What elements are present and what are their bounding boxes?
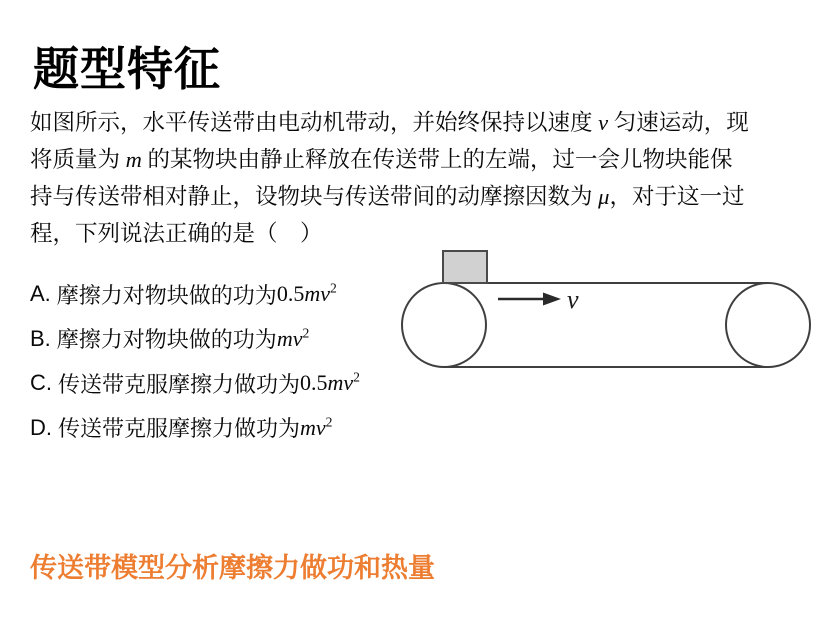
formula-sup: 2 xyxy=(329,280,337,296)
problem-text: 的某物块由静止释放在传送带上的左端，过一会儿物块能保 xyxy=(141,147,733,172)
option-a-formula xyxy=(277,281,337,307)
problem-line-2 xyxy=(30,141,814,178)
math-var-m: m xyxy=(125,147,142,172)
formula-vars: mv xyxy=(276,325,303,351)
problem-text: 如图所示，水平传送带由电动机带动，并始终保持以速度 xyxy=(30,110,599,135)
formula-vars: mv xyxy=(304,281,330,307)
conveyor-belt-diagram xyxy=(395,240,839,390)
option-d-label: D. xyxy=(30,414,52,440)
velocity-arrowhead-icon xyxy=(543,293,561,306)
option-b xyxy=(30,317,360,362)
formula-vars: mv xyxy=(300,414,326,440)
problem-text: 匀速运动，现 xyxy=(608,110,749,135)
option-d-formula xyxy=(300,415,332,441)
option-b-text: 摩擦力对物块做的功为 xyxy=(56,327,277,353)
option-d-text: 传送带克服摩擦力做功为 xyxy=(58,416,301,442)
problem-statement xyxy=(30,104,814,252)
option-c-text: 传送带克服摩擦力做功为 xyxy=(58,371,301,397)
option-c-label: C. xyxy=(30,370,52,396)
problem-text: ，对于这一过 xyxy=(609,184,745,209)
option-a xyxy=(30,272,360,317)
problem-text: 程，下列说法正确的是（ ） xyxy=(30,221,323,246)
option-c xyxy=(30,361,360,406)
formula-coef: 0.5 xyxy=(300,370,328,396)
math-var-mu: μ xyxy=(598,184,610,209)
option-b-formula xyxy=(277,326,309,352)
formula-sup: 2 xyxy=(325,414,333,430)
velocity-label: v xyxy=(567,285,579,314)
block-on-belt xyxy=(443,251,487,283)
math-var-v: v xyxy=(598,110,609,135)
formula-vars: mv xyxy=(327,370,354,396)
problem-text: 持与传送带相对静止，设物块与传送带间的动摩擦因数为 xyxy=(30,184,599,209)
footer-topic-text: 传送带模型分析摩擦力做功和热量 xyxy=(30,553,435,583)
left-pulley-circle xyxy=(402,283,486,367)
option-a-text: 摩擦力对物块做的功为 xyxy=(56,282,277,308)
right-pulley-circle xyxy=(726,283,810,367)
option-c-formula xyxy=(300,370,360,396)
options-list xyxy=(30,272,360,450)
option-d xyxy=(30,406,360,451)
slide-title: 题型特征 xyxy=(33,43,221,95)
problem-line-3 xyxy=(30,178,814,215)
option-a-label: A. xyxy=(30,281,51,307)
formula-sup: 2 xyxy=(302,325,310,341)
formula-coef: 0.5 xyxy=(276,281,305,307)
formula-sup: 2 xyxy=(353,369,360,385)
problem-line-1 xyxy=(30,104,814,141)
problem-text: 将质量为 xyxy=(30,147,126,172)
option-b-label: B. xyxy=(30,325,51,351)
